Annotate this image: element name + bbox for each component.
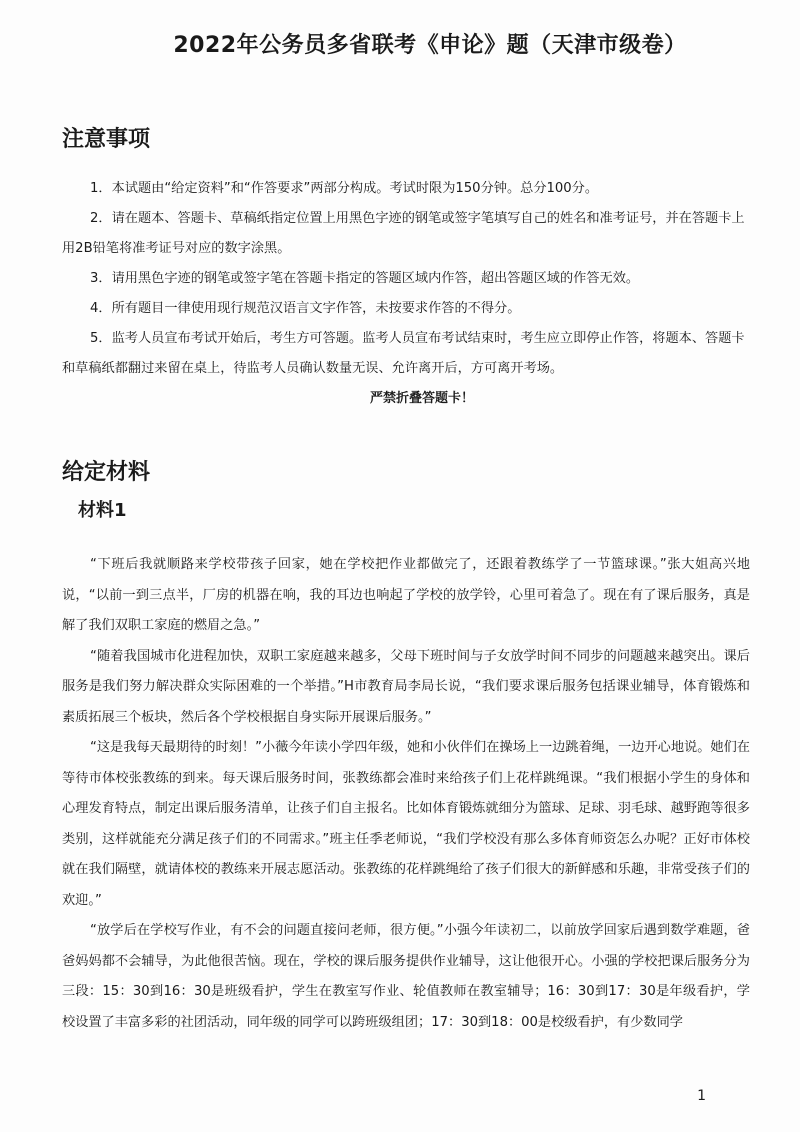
page-number: 1: [697, 1088, 706, 1104]
material-paragraph: “这是我每天最期待的时刻！”小薇今年读小学四年级，她和小伙伴们在操场上一边跳着绳，一边开心地说。她们在等待市体校张教练的到来。每天课后服务时间，张教练都会准时来给孩子们上花样跳绳课。“我们根据小学生的身体和心理发育特点，制定出课后服务清单，让孩子们自主报名。比如体育锻炼就细分为篮球、足球、羽毛球、越野跑等很多类别，这样就能充分满足孩子们的不同需求。”班主任季老师说，“我们学校没有那么多体育师资怎么办呢？正好市体校就在我们隔壁，就请体校的教练来开展志愿活动。张教练的花样跳绳给了孩子们很大的新鲜感和乐趣，非常受孩子们的欢迎。”: [62, 740, 750, 908]
notice-item-5: 5．监考人员宣布考试开始后，考生方可答题。监考人员宣布考试结束时，考生应立即停止作答，将题本、答题卡和草稿纸都翻过来留在桌上，待监考人员确认数量无误、允许离开后，方可离开考场。: [62, 331, 745, 376]
notice-item-3: 3．请用黑色字迹的钢笔或签字笔在答题卡指定的答题区域内作答，超出答题区域的作答无效。: [90, 271, 640, 286]
material-paragraph: “随着我国城市化进程加快，双职工家庭越来越多，父母下班时间与子女放学时间不同步的问题越来越突出。课后服务是我们努力解决群众实际困难的一个举措。”H市教育局李局长说，“我们要求课后服务包括课业辅导，体育锻炼和素质拓展三个板块，然后各个学校根据自身实际开展课后服务。”: [62, 648, 750, 725]
material-paragraph: “下班后我就顺路来学校带孩子回家，她在学校把作业都做完了，还跟着教练学了一节篮球课。”张大姐高兴地说，“以前一到三点半，厂房的机器在响，我的耳边也响起了学校的放学铃，心里可着急了。现在有了课后服务，真是解了我们双职工家庭的燃眉之急。”: [62, 557, 750, 633]
notice-item-2: 2．请在题本、答题卡、草稿纸指定位置上用黑色字迹的钢笔或签字笔填写自己的姓名和准考证号，并在答题卡上用2B铅笔将准考证号对应的数字涂黑。: [62, 211, 745, 256]
notice-heading: 注意事项: [62, 127, 151, 152]
notice-warning: 严禁折叠答题卡！: [369, 391, 474, 406]
notice-item-4: 4．所有题目一律使用现行规范汉语言文字作答，未按要求作答的不得分。: [90, 301, 521, 316]
notice-list: [62, 174, 752, 427]
material-paragraph: “放学后在学校写作业，有不会的问题直接问老师，很方便。”小强今年读初二，以前放学回家后遇到数学难题，爸爸妈妈都不会辅导，为此他很苦恼。现在，学校的课后服务提供作业辅导，这让他很开心。小强的学校把课后服务分为三段：15：30到16：30是班级看护，学生在教室写作业、轮值教师在教室辅导；16：30到17：30是年级看护，学校设置了丰富多彩的社团活动，同年级的同学可以跨班级组团；17：30到18：00是校级看护，有少数同学: [62, 923, 750, 1030]
material-1-body: [62, 550, 750, 1038]
notice-item-1: 1．本试题由“给定资料”和“作答要求”两部分构成。考试时限为150分钟。总分100分。: [90, 181, 599, 196]
document-title: 2022年公务员多省联考《申论》题（天津市级卷）: [173, 33, 687, 58]
material-1-title: 材料1: [78, 500, 127, 521]
materials-heading: 给定材料: [62, 460, 151, 485]
